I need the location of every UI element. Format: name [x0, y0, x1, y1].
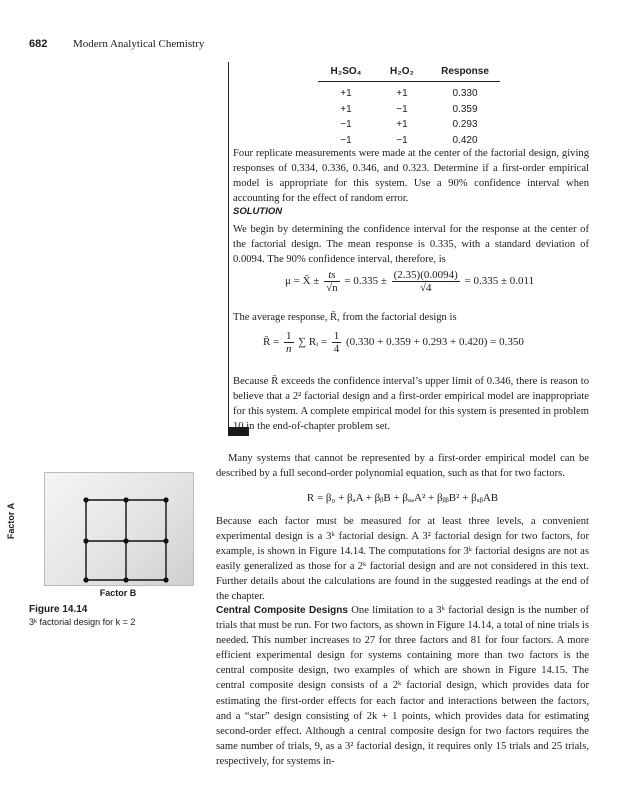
solution-heading: SOLUTION [233, 206, 283, 217]
y-axis-label: Factor A [6, 502, 16, 540]
design-point [123, 538, 128, 543]
solution-paragraph: We begin by determining the confidence interval for the response at the center of the factorial design. The mean response is 0.335, with a standard deviation of 0.0094. The 90% confidence interval, therefore, is [233, 224, 589, 266]
main-paragraph-1: Many systems that cannot be represented by a first-order empirical model can be described by a full second-order polynomial equation, such as that for two factors. [216, 453, 589, 480]
table-row: −1 +1 0.293 [340, 119, 478, 131]
page-number: 682 [29, 38, 48, 50]
design-point [83, 577, 88, 582]
figure-caption-text: 3ᵏ factorial design for k = 2 [29, 617, 136, 627]
table-row: −1 −1 0.420 [340, 134, 478, 146]
average-response-equation: R̄ = $\frac{1}{n}$ ∑ Rᵢ = $\frac{1}{4}$ (0.330 + 0.359 + 0.293 + 0.420) = 0.350 [263, 330, 524, 355]
table-header: H₂SO₄ [330, 66, 362, 77]
design-point [163, 538, 168, 543]
design-point [123, 577, 128, 582]
table-header: Response [441, 66, 489, 77]
second-order-equation: R = β₀ + βₐA + βᵦB + βₐₐA² + βᵦᵦB² + βₐᵦAB [306, 492, 499, 504]
average-intro: The average response, R̄, from the factorial design is [233, 312, 457, 323]
main-paragraph-3: Central Composite Designs One limitation to a 3ᵏ factorial design is the number of trials that must be run. For two factors, as shown in Figure 14.14, a total of nine trials is needed. This number increases to 27 for three factors and 81 for four factors. A more efficient experimental design for systems containing more than two factors is the central composite design, two examples of which are shown in Figure 14.15. The central composite design consists of a 2ᵏ factorial design, which provides data for estimating the first-order effects for each factor and interactions between the factors, and a “star” design consisting of 2k + 1 points, which provides data for estimating second-order effect. Although a central composite design for two factors requires the same number of trials, 9, as a 3² factorial design, it requires only 15 trials and 25 trials, respectively, for systems in- [216, 605, 589, 767]
table-header: H₂O₂ [390, 66, 414, 77]
design-point [83, 497, 88, 502]
table-row: +1 −1 0.359 [340, 103, 478, 115]
factorial-table [318, 66, 500, 148]
main-paragraph-2: Because each factor must be measured for at least three levels, a convenient experimental design is a 3ᵏ factorial design. A 3² factorial design for two factors, for example, is shown in Figure 14.14. The computations for 3ᵏ factorial designs are not as easily generalized as those for a 2ᵏ factorial design and are not considered in this text. Further details about the calculations are found in the suggested readings at the end of the chapter. [216, 516, 589, 603]
problem-statement: Four replicate measurements were made at the center of the factorial design, giving responses of 0.334, 0.336, 0.346, and 0.323. Determine if a first-order empirical model is appropriate for this system. Use a 90% confidence interval when accounting for the effect of random error. [233, 148, 589, 205]
example-rule [228, 62, 229, 427]
conclusion-paragraph: Because R̄ exceeds the confidence interval’s upper limit of 0.346, there is reason to believe that a 2² factorial design and a first-order empirical model are inappropriate for this system. A complete empirical model for this system is presented in problem 10 in the end-of-chapter problem set. [233, 376, 589, 433]
design-point [123, 497, 128, 502]
table-row: +1 +1 0.330 [340, 88, 478, 100]
running-title: Modern Analytical Chemistry [73, 38, 205, 50]
confidence-interval-equation: μ = X̄ ± $\frac{ts}{√n}$ = 0.335 ± $\frac{(2.35)(0.0094)}{√4}$ = 0.335 ± 0.011 [285, 269, 535, 294]
figure-caption-title: Figure 14.14 [29, 604, 88, 615]
design-point [83, 538, 88, 543]
design-point [163, 497, 168, 502]
design-point [163, 577, 168, 582]
ccd-heading: Central Composite Designs [216, 605, 348, 616]
x-axis-label: Factor B [99, 588, 137, 598]
factorial-design-diagram [44, 472, 192, 584]
